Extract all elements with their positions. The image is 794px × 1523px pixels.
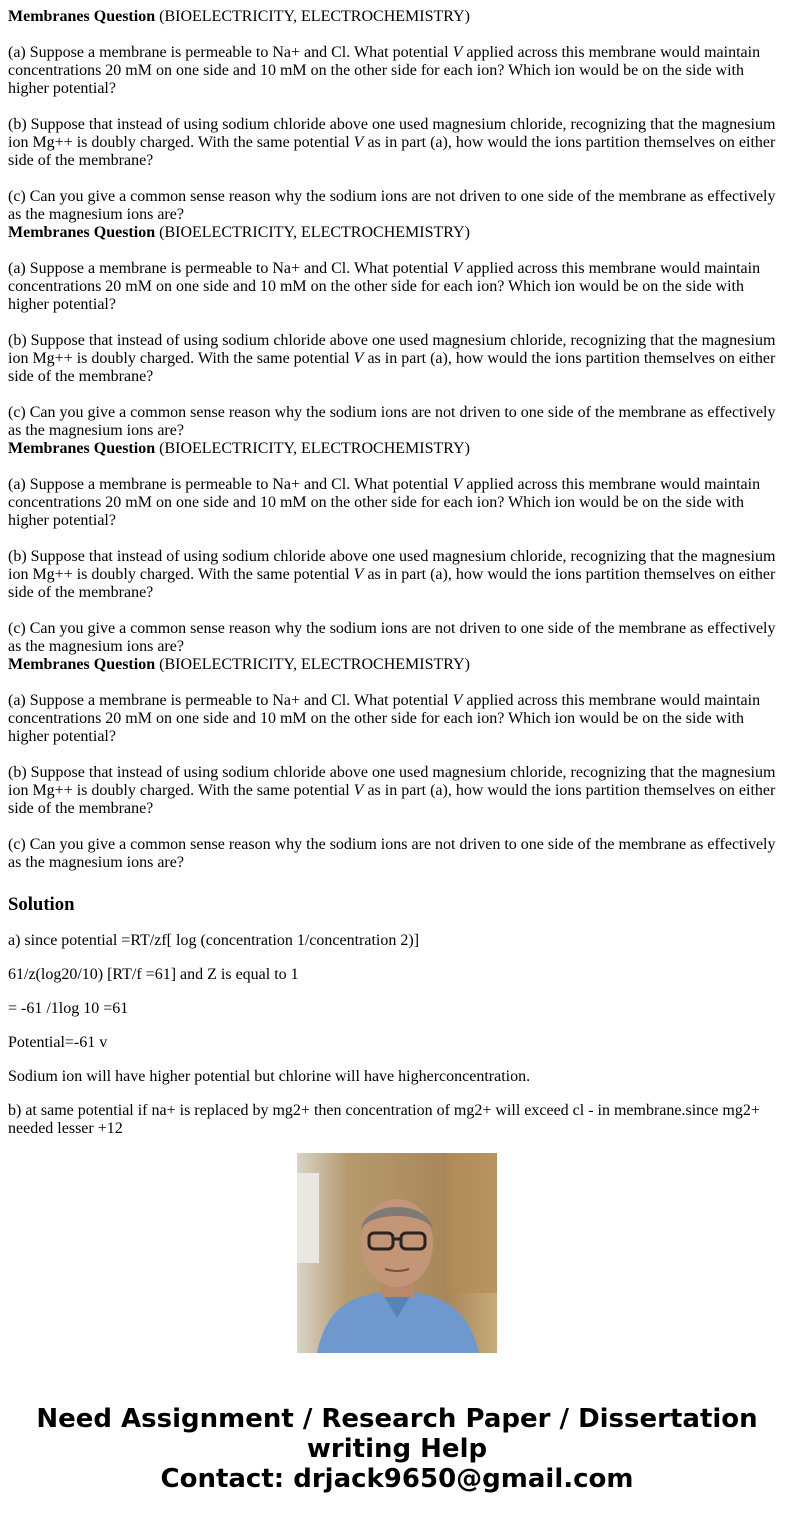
banner-line: Need Assignment / Research Paper / Dissertation xyxy=(36,1404,758,1434)
solution-body xyxy=(8,932,780,1138)
question-part-c: (c) Can you give a common sense reason why the sodium ions are not driven to one side of the membrane as effectively as the magnesium ions are? xyxy=(8,404,776,439)
question-part-a: (a) Suppose a membrane is permeable to Na+ and Cl. What potential V applied across this membrane would maintain concentrations 20 mM on one side and 10 mM on the other side for each ion? Which ion would be on the side with higher potential? xyxy=(8,476,761,529)
question-part-b: (b) Suppose that instead of using sodium chloride above one used magnesium chloride, recognizing that the magnesium ion Mg++ is doubly charged. With the same potential V as in part (a), how would the ions partition themselves on either side of the membrane? xyxy=(8,764,776,817)
question-title-bold: Membranes Question xyxy=(8,656,156,673)
question-part-b: (b) Suppose that instead of using sodium chloride above one used magnesium chloride, recognizing that the magnesium ion Mg++ is doubly charged. With the same potential V as in part (a), how would the ions partition themselves on either side of the membrane? xyxy=(8,116,776,169)
question-title-bold: Membranes Question xyxy=(8,440,156,457)
question-part-c: (c) Can you give a common sense reason why the sodium ions are not driven to one side of the membrane as effectively as the magnesium ions are? xyxy=(8,188,776,223)
question-part-a: (a) Suppose a membrane is permeable to Na+ and Cl. What potential V applied across this membrane would maintain concentrations 20 mM on one side and 10 mM on the other side for each ion? Which ion would be on the side with higher potential? xyxy=(8,44,761,97)
question-block xyxy=(8,440,780,656)
banner-line: writing Help xyxy=(306,1434,488,1464)
question-block xyxy=(8,224,780,440)
question-title xyxy=(8,8,780,26)
solution-line: = -61 /1log 10 =61 xyxy=(8,1000,129,1017)
solution-line: 61/z(log20/10) [RT/f =61] and Z is equal to 1 xyxy=(8,966,299,983)
question-title xyxy=(8,656,780,674)
question-title-tag: (BIOELECTRICITY, ELECTROCHEMISTRY) xyxy=(155,440,470,457)
question-part-c: (c) Can you give a common sense reason why the sodium ions are not driven to one side of the membrane as effectively as the magnesium ions are? xyxy=(8,620,776,655)
question-block xyxy=(8,8,780,224)
question-title xyxy=(8,224,780,242)
question-part-b: (b) Suppose that instead of using sodium chloride above one used magnesium chloride, recognizing that the magnesium ion Mg++ is doubly charged. With the same potential V as in part (a), how would the ions partition themselves on either side of the membrane? xyxy=(8,548,776,601)
author-photo xyxy=(297,1153,497,1353)
question-title-tag: (BIOELECTRICITY, ELECTROCHEMISTRY) xyxy=(155,656,470,673)
question-title-tag: (BIOELECTRICITY, ELECTROCHEMISTRY) xyxy=(155,224,470,241)
question-title xyxy=(8,440,780,458)
solution-line: a) since potential =RT/zf[ log (concentration 1/concentration 2)] xyxy=(8,932,420,949)
solution-line: b) at same potential if na+ is replaced by mg2+ then concentration of mg2+ will exceed cl - in membrane.since mg2+ needed lesser +12 xyxy=(8,1102,760,1137)
question-title-bold: Membranes Question xyxy=(8,8,156,25)
question-part-b: (b) Suppose that instead of using sodium chloride above one used magnesium chloride, recognizing that the magnesium ion Mg++ is doubly charged. With the same potential V as in part (a), how would the ions partition themselves on either side of the membrane? xyxy=(8,332,776,385)
question-block xyxy=(8,656,780,872)
question-part-a: (a) Suppose a membrane is permeable to Na+ and Cl. What potential V applied across this membrane would maintain concentrations 20 mM on one side and 10 mM on the other side for each ion? Which ion would be on the side with higher potential? xyxy=(8,260,761,313)
solution-line: Potential=-61 v xyxy=(8,1034,108,1051)
question-part-c: (c) Can you give a common sense reason why the sodium ions are not driven to one side of the membrane as effectively as the magnesium ions are? xyxy=(8,836,776,871)
question-title-tag: (BIOELECTRICITY, ELECTROCHEMISTRY) xyxy=(155,8,470,25)
contact-banner xyxy=(0,1404,794,1494)
document-content xyxy=(8,8,780,1137)
contact-email: Contact: drjack9650@gmail.com xyxy=(160,1464,634,1494)
question-part-a: (a) Suppose a membrane is permeable to Na+ and Cl. What potential V applied across this membrane would maintain concentrations 20 mM on one side and 10 mM on the other side for each ion? Which ion would be on the side with higher potential? xyxy=(8,692,761,745)
portrait-image xyxy=(297,1153,497,1353)
solution-line: Sodium ion will have higher potential but chlorine will have higherconcentration. xyxy=(8,1068,531,1085)
question-title-bold: Membranes Question xyxy=(8,224,156,241)
solution-heading: Solution xyxy=(8,894,75,915)
